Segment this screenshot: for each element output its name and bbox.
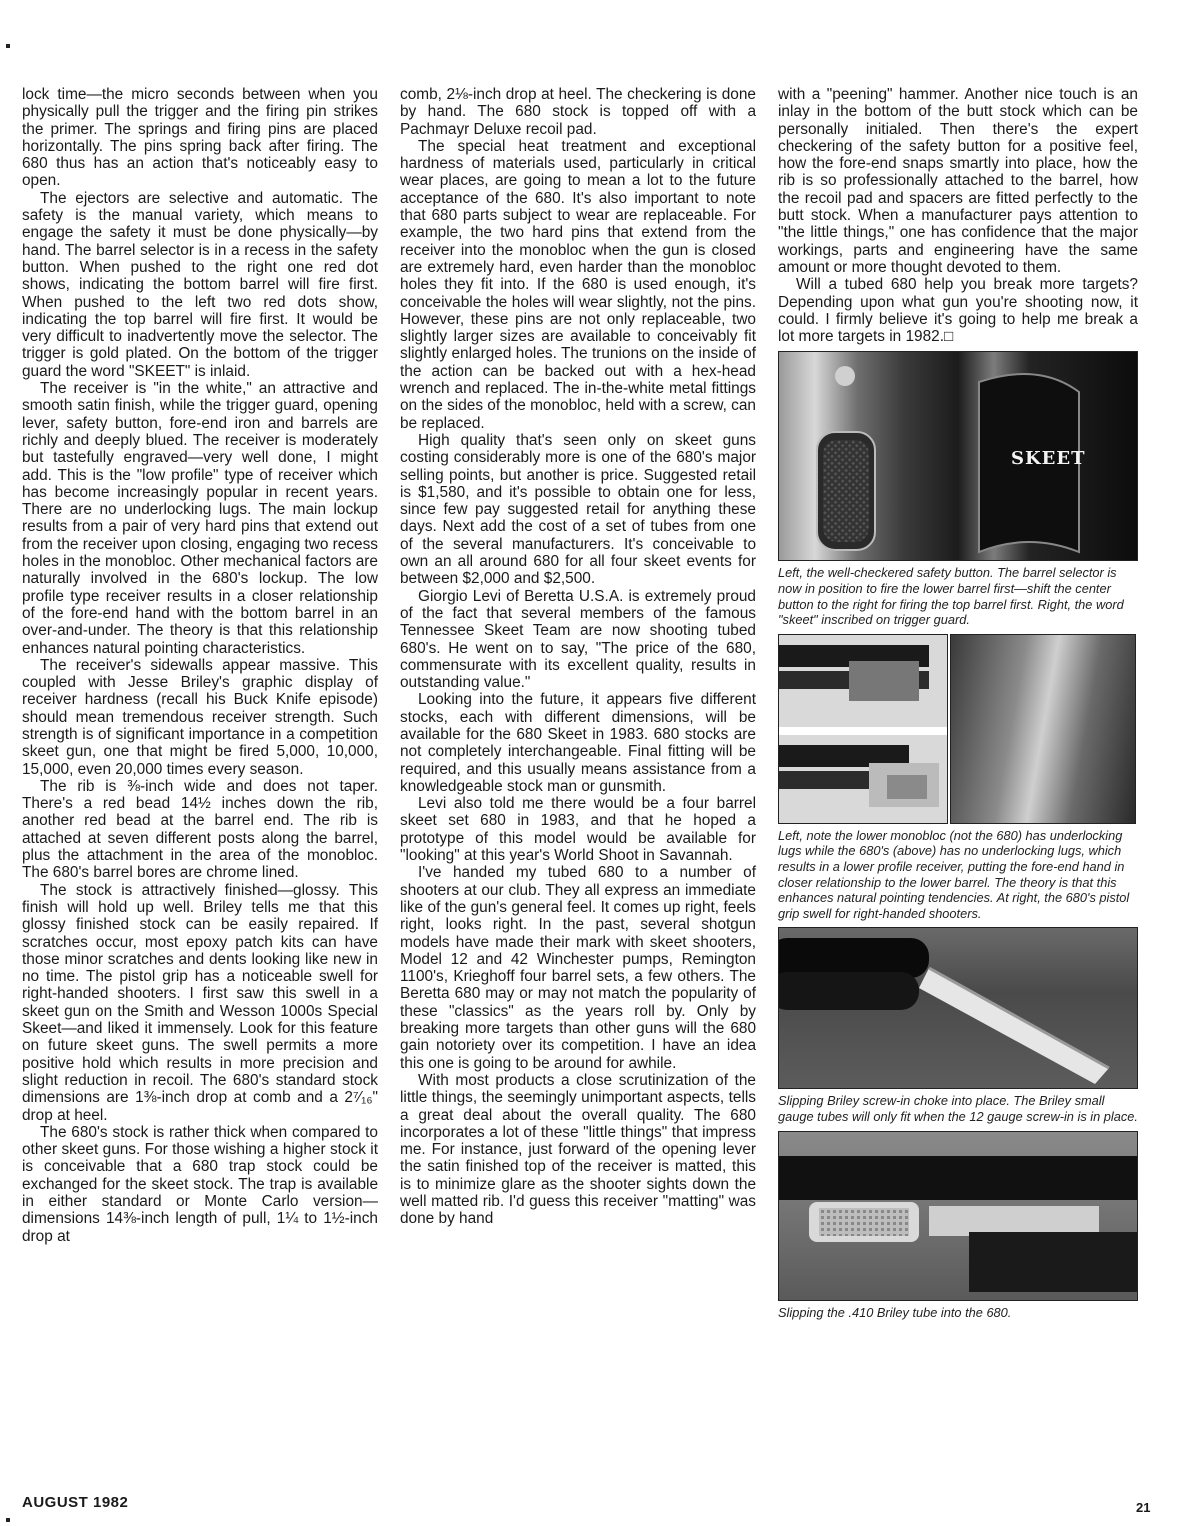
photo-pair-monobloc-and-grip [778, 634, 1136, 824]
body-paragraph: The stock is attractively finished—glossy. This finish will hold up well. Briley tells me that this glossy finished stock can be easily repaired. If scratches occur, most epoxy patch kits can have those minor scratches and dents looking like new in no time. The pistol grip has a noticeable swell for right-handed shooters. I first saw this swell in a skeet gun on the Smith and Wesson 1000s Special Skeet—and liked it immensely. Look for this feature on future skeet guns. The swell permits a more positive hold which results in more precision and slight reduction in recoil. The 680's standard stock dimensions are 1⅜-inch drop at comb and a 2⁷⁄₁₆" drop at heel. [22, 881, 378, 1124]
article-column-3 [778, 86, 1138, 1326]
body-paragraph: The rib is ⅜-inch wide and does not taper. There's a red bead 14½ inches down the rib, another red bead at the barrel end. The rib is attached at seven different posts along the barrel, plus the attachment in the area of the monobloc. The 680's barrel bores are chrome lined. [22, 777, 378, 882]
body-paragraph: The ejectors are selective and automatic. The safety is the manual variety, which means to engage the safety it must be done physically—by hand. The barrel selector is in a recess in the safety button. When pushed to the right one red dot shows, indicating the bottom barrel will fire first. When pushed to the left two red dots show, indicating the top barrel will fire first. It would be very difficult to inadvertently move the selector. The trigger is gold plated. On the bottom of the trigger guard the word "SKEET" is inlaid. [22, 189, 378, 380]
photo-illustration [779, 928, 1137, 1088]
footer-issue-date: AUGUST 1982 [22, 1494, 129, 1511]
body-paragraph: Giorgio Levi of Beretta U.S.A. is extremely proud of the fact that several members of the famous Tennessee Skeet Team are now shooting tubed 680's. He went on to say, "The price of the 680, commensurate with its excellent quality, results in outstanding value." [400, 587, 756, 692]
body-paragraph: The 680's stock is rather thick when compared to other skeet guns. For those wishing a higher stock it is conceivable that a 680 trap stock could be exchanged for the skeet stock. The trap is available in either standard or Monte Carlo version—dimensions 14⅜-inch length of pull, 1¼ to 1½-inch drop at [22, 1123, 378, 1245]
photo-safety-button-and-skeet-inlay [778, 351, 1138, 561]
body-paragraph: Looking into the future, it appears five different stocks, each with different dimensions, will be available for the 680 Skeet in 1983. 680 stocks are not completely interchangeable. Final fitting will be required, and this usually means assistance from a knowledgeable stock man or gunsmith. [400, 691, 756, 795]
article-column-1 [22, 86, 378, 1245]
photo-monobloc-comparison [778, 634, 948, 824]
body-paragraph: High quality that's seen only on skeet guns costing considerably more is one of the 680's major selling points, but another is price. Suggested retail is $1,580, and it's possible to obtain one for less, since few pay suggested retail for anything these days. Next add the cost of a set of tubes from one of the several manufacturers. It's conceivable to own an all around 680 for all four skeet events for between $2,000 and $2,500. [400, 431, 756, 588]
skeet-inlay-text: SKEET [1011, 448, 1086, 470]
photo-illustration [779, 1132, 1137, 1300]
body-paragraph: The special heat treatment and exceptional hardness of materials used, particularly in critical wear places, are going to mean a lot to the future acceptance of the 680. It's also important to note that 680 parts subject to wear are replaceable. For example, the two hard pins that extend from the receiver into the monobloc when the gun is closed are extremely hard, even harder than the monobloc holes they fit into. If the 680 is used enough, it's conceivable the holes will wear slightly, not the pins. However, these pins are not only replaceable, two slightly larger sizes are available to conceivably fit slightly enlarged holes. The trunions on the inside of the action can be backed out with a hex-head wrench and replaced. The in-the-white metal fittings on the sides of the monobloc, held with a screw, can be replaced. [400, 137, 756, 432]
body-paragraph: comb, 2⅛-inch drop at heel. The checkering is done by hand. The 680 stock is topped off with a Pachmayr Deluxe recoil pad. [400, 86, 756, 138]
photo-illustration [779, 635, 947, 823]
body-paragraph: with a "peening" hammer. Another nice touch is an inlay in the bottom of the butt stock which can be personally initialed. Then there's the expert checkering of the safety button for a positive feel, how the fore-end snaps smartly into place, how the rib is so professionally attached to the barrel, how the recoil pad and spacers are fitted perfectly to the butt stock. When a manufacturer pays attention to "the little things," one has confidence that the major workings, parts and engineering have the same amount or more thought devoted to them. [778, 86, 1138, 276]
page-number: 21 [1136, 1500, 1151, 1515]
body-paragraph: I've handed my tubed 680 to a number of shooters at our club. They all express an immediate like of the gun's general feel. It comes up right, feels right, looks right. In the past, several shotgun models have made their mark with skeet shooters, Model 12 and 42 Winchester pumps, Remington 1100's, Krieghoff four barrel sets, a few others. The Beretta 680 may or may not match the popularity of these "classics" as the years roll by. Only by breaking more targets than other guns will the 680 gain notoriety over its competition. I have an idea this one is going to be around for awhile. [400, 864, 756, 1072]
photo-caption: Left, note the lower monobloc (not the 680) has underlocking lugs while the 680's (above) has no underlocking lugs, which results in a lower profile receiver, putting the fore-end hand in closer relationship to the lower barrel. The theory is that this enhances natural pointing tendencies. At right, the 680's pistol grip swell for right-handed shooters. [778, 827, 1130, 921]
photo-410-briley-tube [778, 1131, 1138, 1301]
margin-mark [6, 1518, 10, 1522]
photo-pistol-grip-swell [950, 634, 1136, 824]
body-paragraph: The receiver's sidewalls appear massive. This coupled with Jesse Briley's graphic display of receiver hardness (recall his Buck Knife episode) should mean tremendous receiver strength. Such strength is of significant importance in a competition skeet gun, one that might be fired 5,000, 10,000, 15,000, even 20,000 times every season. [22, 656, 378, 778]
photo-caption: Left, the well-checkered safety button. The barrel selector is now in position to fire the lower barrel first—shift the center button to the right for firing the top barrel first. Right, the word "skeet" inscribed on trigger guard. [778, 565, 1124, 628]
body-paragraph: lock time—the micro seconds between when you physically pull the trigger and the firing pin strikes the primer. The springs and firing pins are placed horizontally. The pins spring back after firing. The 680 thus has an action that's noticeably easy to open. [22, 86, 378, 190]
body-paragraph: Will a tubed 680 help you break more targets? Depending upon what gun you're shooting now, it could. I firmly believe it's going to help me break a lot more targets in 1982.□ [778, 276, 1138, 346]
article-column-2 [400, 86, 756, 1228]
body-paragraph: Levi also told me there would be a four barrel skeet set 680 in 1983, and that he hoped a prototype of this model would be available for "looking" at this year's World Shoot in Savannah. [400, 795, 756, 865]
photo-caption: Slipping the .410 Briley tube into the 680. [778, 1304, 1012, 1320]
photo-caption: Slipping Briley screw-in choke into place. The Briley small gauge tubes will only fit when the 12 gauge screw-in is in place. [778, 1093, 1138, 1124]
body-paragraph: With most products a close scrutinization of the little things, the seemingly unimportant aspects, tells a great deal about the overall quality. The 680 incorporates a lot of these "little things" that impress me. For instance, just forward of the opening lever the satin finished top of the receiver is matted, this is to minimize glare as the shooter sights down the well matted rib. I'd guess this receiver "matting" was done by hand [400, 1071, 756, 1228]
margin-mark [6, 44, 10, 48]
photo-briley-screw-in-choke [778, 927, 1138, 1089]
body-paragraph: The receiver is "in the white," an attractive and smooth satin finish, while the trigger guard, opening lever, safety button, fore-end iron and barrels are richly and deeply blued. The receiver is moderately but tastefully engraved—very well done, I might add. This is the "low profile" type of receiver which has become increasingly popular in recent years. There are no underlocking lugs. The main lockup results from a pair of very hard pins that extend out from the receiver upon closing, engaging two recess holes in the monobloc. Other mechanical factors are naturally involved in the 680's lockup. The low profile type receiver results in a closer relationship of the fore-end hand with the bottom barrel in an over-and-under. The theory is that this relationship enhances natural pointing characteristics. [22, 380, 378, 657]
